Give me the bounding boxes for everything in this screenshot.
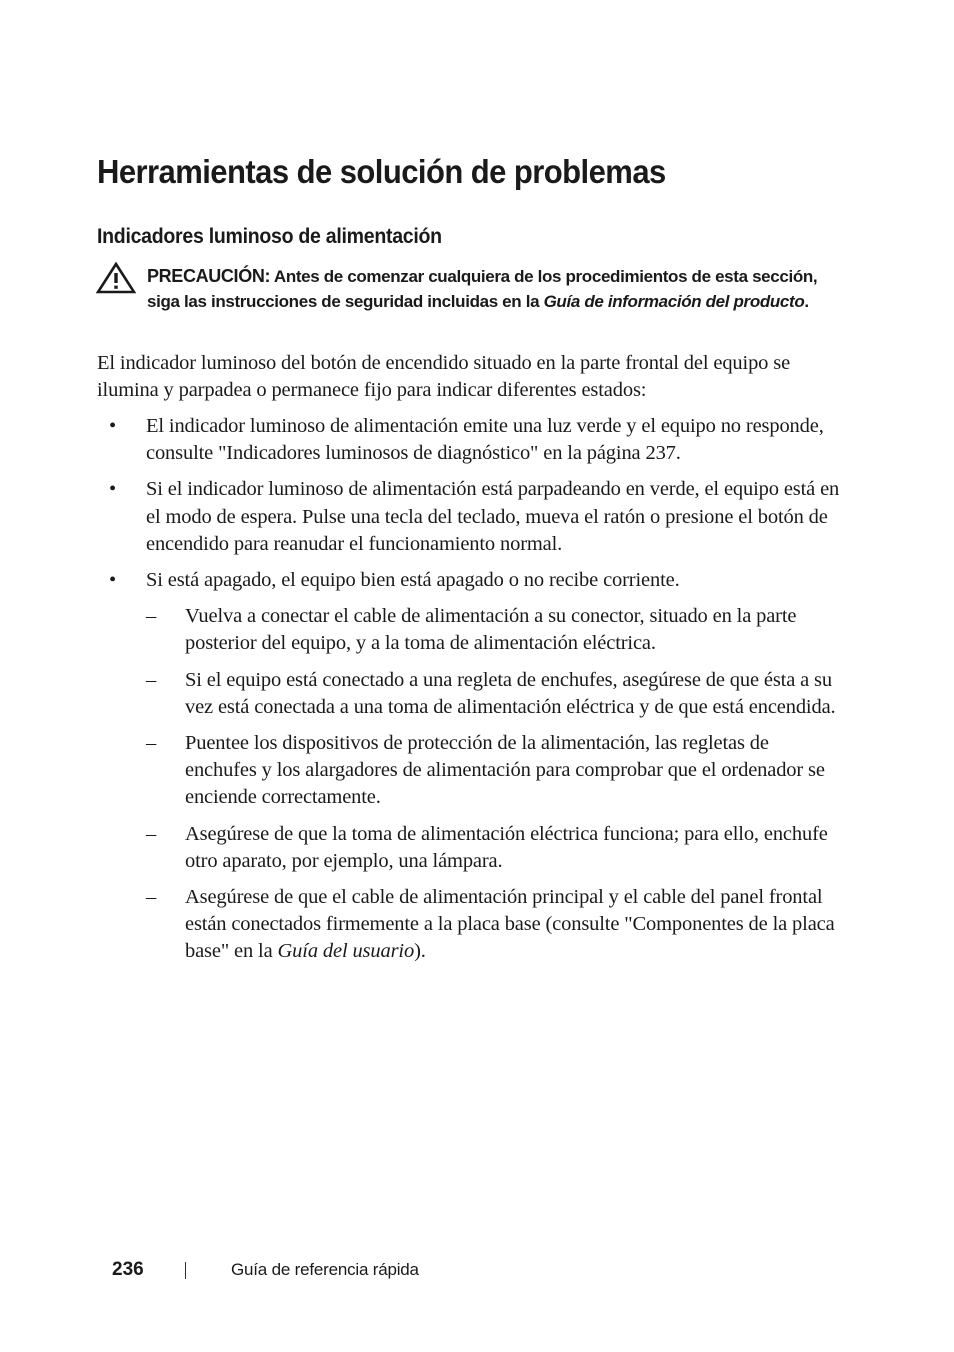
sub-list-item-text: Vuelva a conectar el cable de alimentación a su conector, situado en la parte posterior del equipo, y a la toma de alimentación eléctrica. (185, 605, 797, 655)
caution-end: . (804, 292, 809, 311)
sub-list-item-text (185, 886, 835, 962)
caution-body: Antes de comenzar cualquiera de los procedimientos de esta sección, siga las instrucciones de seguridad incluidas en la (147, 267, 818, 311)
guide-reference: Guía del usuario (277, 940, 415, 963)
list-item-text: Si está apagado, el equipo bien está apagado o no recibe corriente. (146, 569, 680, 592)
section-heading: Indicadores luminoso de alimentación (97, 225, 442, 248)
sub-list-item-text: Asegúrese de que la toma de alimentación eléctrica funciona; para ello, enchufe otro aparato, por ejemplo, una lámpara. (185, 822, 828, 872)
page-number: 236 (112, 1259, 144, 1280)
sub-list-item-text-start: Asegúrese de que el cable de alimentación principal y el cable del panel frontal están conectados firmemente a la placa base (consulte "Componentes de la placa base" en la (185, 886, 835, 963)
dash-glyph: – (146, 822, 157, 845)
sub-list-item (146, 730, 842, 812)
list-item-text: Si el indicador luminoso de alimentación está parpadeando en verde, el equipo está en el modo de espera. Pulse una tecla del teclado, mueva el ratón o presione el botón de encendido para reanudar el funcionamiento normal. (146, 478, 840, 555)
bullet-glyph: • (109, 478, 117, 501)
dash-glyph: – (146, 732, 157, 755)
caution-text (147, 264, 837, 314)
sub-list-item (146, 667, 842, 721)
dash-glyph: – (146, 886, 157, 909)
intro-paragraph: El indicador luminoso del botón de encendido situado en la parte frontal del equipo se ilumina y parpadea o permanece fijo para indicar diferentes estados: (97, 352, 791, 402)
list-item (97, 476, 842, 558)
page-footer (0, 1256, 954, 1286)
caution-label: PRECAUCIÓN: (147, 266, 271, 286)
dash-glyph: – (146, 668, 157, 691)
sub-list (146, 603, 842, 965)
sub-list-item (146, 884, 842, 966)
footer-title: Guía de referencia rápida (231, 1260, 419, 1279)
sub-list-item-text: Si el equipo está conectado a una regleta de enchufes, asegúrese de que ésta a su vez está conectada a una toma de alimentación eléctrica y de que está encendida. (185, 668, 836, 718)
bullet-glyph: • (109, 415, 117, 437)
sub-list-item (146, 603, 842, 657)
sub-list-item-text: Puentee los dispositivos de protección de la alimentación, las regletas de enchufes y los alargadores de alimentación para comprobar que el ordenador se enciende correctamente. (185, 732, 825, 809)
footer-divider (185, 1262, 186, 1279)
list-item (97, 567, 842, 966)
sub-list-item (146, 821, 842, 875)
status-list (97, 413, 842, 975)
list-item (97, 413, 842, 467)
list-item-text: El indicador luminoso de alimentación emite una luz verde y el equipo no responde, consulte "Indicadores luminosos de diagnóstico" en la página 237. (146, 415, 824, 465)
page-title: Herramientas de solución de problemas (97, 153, 666, 190)
dash-glyph: – (146, 605, 157, 628)
sub-list-item-text-end: ). (414, 940, 426, 963)
caution-emphasis: Guía de información del producto (543, 292, 805, 311)
warning-triangle-icon (96, 262, 136, 294)
bullet-glyph: • (109, 569, 117, 592)
